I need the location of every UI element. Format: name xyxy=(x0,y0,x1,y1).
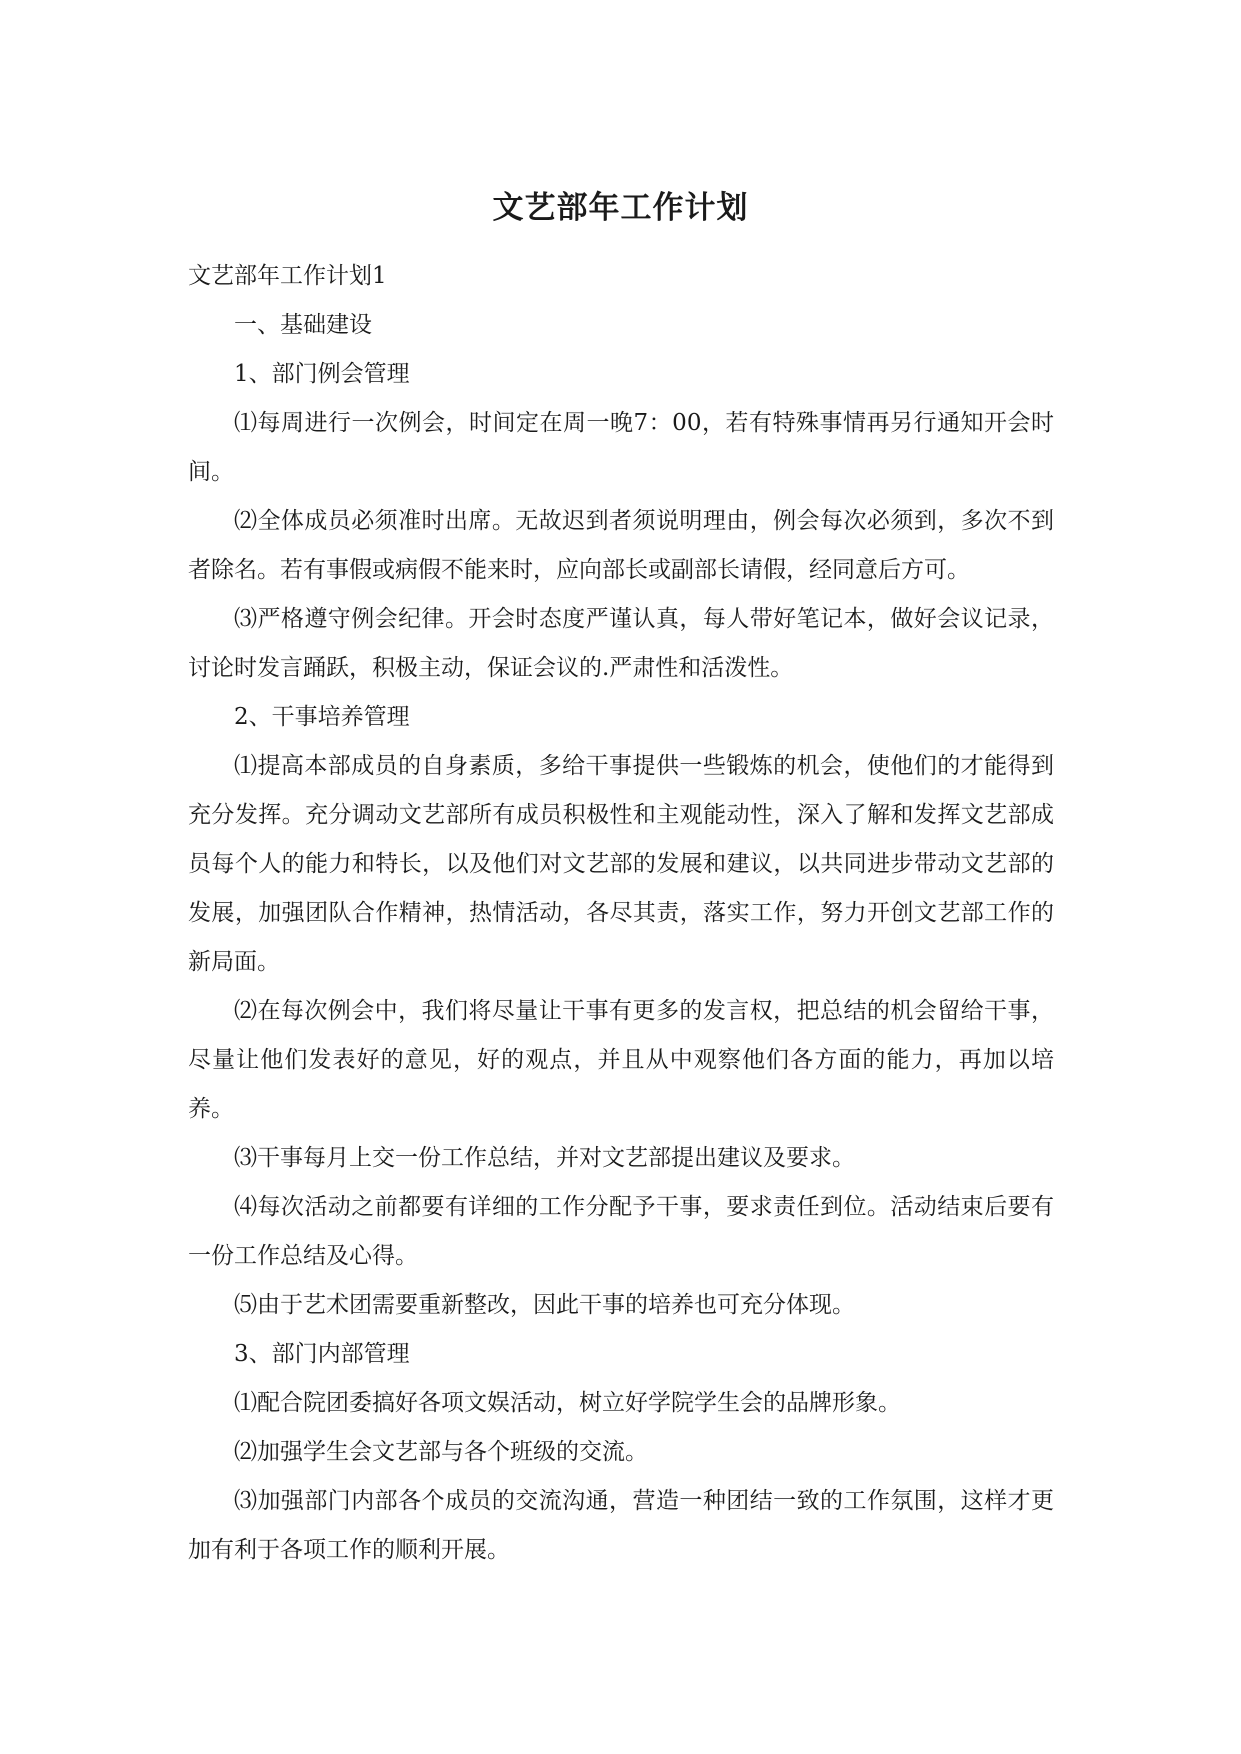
body-paragraph: ⑵全体成员必须准时出席。无故迟到者须说明理由，例会每次必须到，多次不到者除名。若有事假或病假不能来时，应向部长或副部长请假，经同意后方可。 xyxy=(188,508,1054,583)
body-paragraph: ⑸由于艺术团需要重新整改，因此干事的培养也可充分体现。 xyxy=(234,1292,855,1318)
body-paragraph: ⑵加强学生会文艺部与各个班级的交流。 xyxy=(234,1439,648,1465)
body-paragraph: ⑵在每次例会中，我们将尽量让干事有更多的发言权，把总结的机会留给干事，尽量让他们发表好的意见，好的观点，并且从中观察他们各方面的能力，再加以培养。 xyxy=(188,998,1054,1122)
body-paragraph: 3、部门内部管理 xyxy=(234,1341,410,1367)
document-body xyxy=(188,252,1054,1575)
body-paragraph: 一、基础建设 xyxy=(234,312,372,338)
body-paragraph: ⑴提高本部成员的自身素质，多给干事提供一些锻炼的机会，使他们的才能得到充分发挥。充分调动文艺部所有成员积极性和主观能动性，深入了解和发挥文艺部成员每个人的能力和特长，以及他们对文艺部的发展和建议，以共同进步带动文艺部的发展，加强团队合作精神，热情活动，各尽其责，落实工作，努力开创文艺部工作的新局面。 xyxy=(188,753,1054,975)
body-paragraph: 2、干事培养管理 xyxy=(234,704,410,730)
body-paragraph: 1、部门例会管理 xyxy=(234,361,410,387)
document-title: 文艺部年工作计划 xyxy=(492,190,749,226)
body-paragraph: ⑴配合院团委搞好各项文娱活动，树立好学院学生会的品牌形象。 xyxy=(234,1390,901,1416)
body-paragraph: ⑶加强部门内部各个成员的交流沟通，营造一种团结一致的工作氛围，这样才更加有利于各项工作的顺利开展。 xyxy=(188,1488,1054,1563)
body-paragraph: ⑷每次活动之前都要有详细的工作分配予干事，要求责任到位。活动结束后要有一份工作总结及心得。 xyxy=(188,1194,1054,1269)
body-paragraph: ⑶严格遵守例会纪律。开会时态度严谨认真，每人带好笔记本，做好会议记录，讨论时发言踊跃，积极主动，保证会议的.严肃性和活泼性。 xyxy=(188,606,1054,681)
body-paragraph: ⑴每周进行一次例会，时间定在周一晚7：00，若有特殊事情再另行通知开会时间。 xyxy=(188,410,1054,485)
body-paragraph: 文艺部年工作计划1 xyxy=(188,263,387,289)
body-paragraph: ⑶干事每月上交一份工作总结，并对文艺部提出建议及要求。 xyxy=(234,1145,855,1171)
